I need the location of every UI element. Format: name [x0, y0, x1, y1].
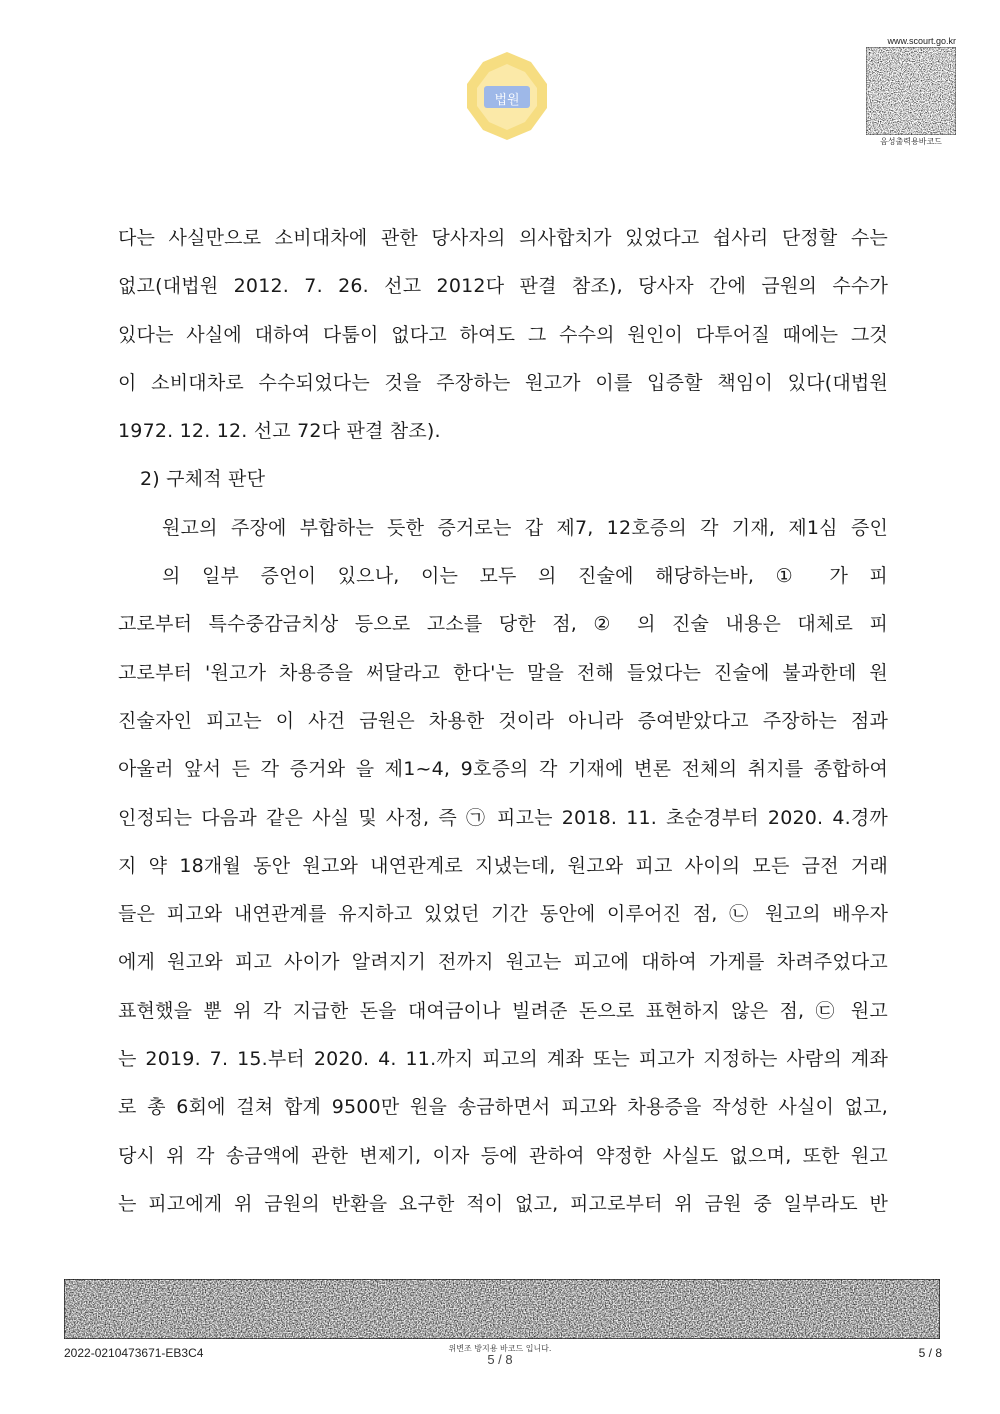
page-number: 5 / 8 — [918, 1346, 942, 1360]
section-heading: 2) 구체적 판단 — [140, 468, 266, 491]
text-line: 원고의 주장에 부합하는 듯한 증거로는 갑 제7, 12호증의 각 기재, 제1심 증인 — [162, 516, 888, 539]
site-url: www.scourt.go.kr — [887, 36, 956, 46]
text-line: 인정되는 다음과 같은 사실 및 사정, 즉 ㉠ 피고는 2018. 11. 초순경부터 2020. 4.경까 — [118, 806, 888, 829]
text-line: 들은 피고와 내연관계를 유지하고 있었던 기간 동안에 이루어진 점, ㉡ 원고의 배우자 — [118, 903, 888, 926]
text-line: 진술자인 피고는 이 사건 금원은 차용한 것이라 아니라 증여받았다고 주장하는 점과 — [118, 709, 888, 732]
qr-code-icon — [866, 47, 956, 135]
text-line: 고로부터 특수중감금치상 등으로 고소를 당한 점, ② 의 진술 내용은 대체로 피 — [118, 613, 888, 636]
document-body — [118, 214, 888, 1228]
text-line: 고로부터 '원고가 차용증을 써달라고 한다'는 말을 전해 들었다는 진술에 불과한데 원 — [118, 661, 888, 684]
text-line: 이 소비대차로 수수되었다는 것을 주장하는 원고가 이를 입증할 책임이 있다(대법원 — [118, 371, 888, 394]
barcode-notice: 위변조 방지용 바코드 입니다. — [448, 1344, 552, 1353]
qr-caption: 음성출력용바코드 — [880, 137, 942, 146]
text-line: 지 약 18개월 동안 원고와 내연관계로 지냈는데, 원고와 피고 사이의 모든 금전 거래 — [118, 854, 888, 877]
text-line: 있다는 사실에 대하여 다툼이 없다고 하여도 그 수수의 원인이 다투어질 때에는 그것 — [118, 323, 888, 346]
text-line: 1972. 12. 12. 선고 72다 판결 참조). — [118, 420, 441, 443]
text-line: 당시 위 각 송금액에 관한 변제기, 이자 등에 관하여 약정한 사실도 없으며, 또한 원고 — [118, 1144, 888, 1167]
anti-forgery-barcode-icon — [64, 1279, 940, 1339]
text-line: 는 2019. 7. 15.부터 2020. 4. 11.까지 피고의 계좌 또는 피고가 지정하는 사람의 계좌 — [118, 1048, 888, 1071]
text-line: 없고(대법원 2012. 7. 26. 선고 2012다 판결 참조), 당사자 간에 금원의 수수가 — [118, 275, 888, 298]
text-line: 로 총 6회에 걸쳐 합계 9500만 원을 송금하면서 피고와 차용증을 작성한 사실이 없고, — [118, 1096, 888, 1119]
text-line: 에게 원고와 피고 사이가 알려지기 전까지 원고는 피고에 대하여 가게를 차려주었다고 — [118, 951, 888, 974]
document-id: 2022-0210473671-EB3C4 — [64, 1346, 204, 1360]
text-line: 다는 사실만으로 소비대차에 관한 당사자의 의사합치가 있었다고 쉽사리 단정할 수는 — [118, 227, 888, 249]
text-line: 아울러 앞서 든 각 증거와 을 제1~4, 9호증의 각 기재에 변론 전체의 취지를 종합하여 — [118, 758, 888, 781]
text-line: 표현했을 뿐 위 각 지급한 돈을 대여금이나 빌려준 돈으로 표현하지 않은 점, ㉢ 원고 — [118, 999, 888, 1022]
emblem-label: 법원 — [494, 93, 520, 108]
text-line: 의 일부 증언이 있으나, 이는 모두 의 진술에 해당하는바, ① 가 피 — [162, 565, 888, 588]
text-line: 는 피고에게 위 금원의 반환을 요구한 적이 없고, 피고로부터 위 금원 중 일부라도 반 — [118, 1192, 888, 1215]
page-number-center: 5 / 8 — [487, 1352, 513, 1367]
